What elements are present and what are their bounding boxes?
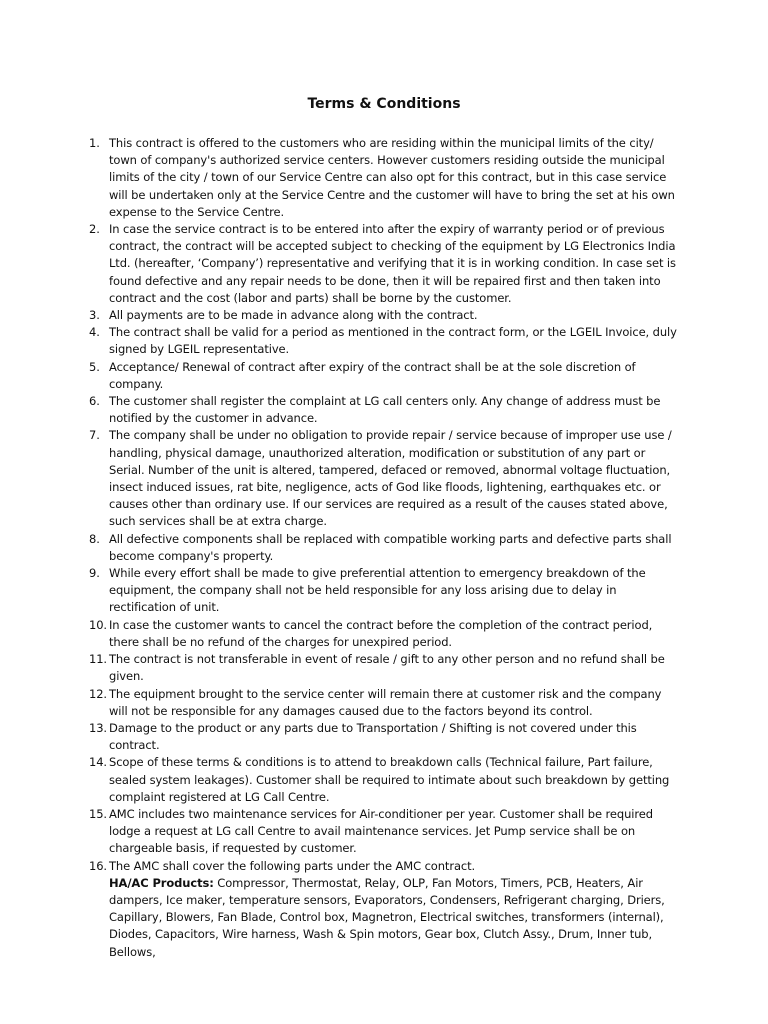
term-number: 6. [89,394,100,409]
term-number: 16. [89,858,107,873]
term-text: The equipment brought to the service center will remain there at customer risk and the company will not be responsible for any damages caused due to the factors beyond its control. [109,686,662,718]
term-number: 5. [89,359,100,374]
term-number: 2. [89,222,100,237]
term-number: 14. [89,755,107,770]
term-item-2 [89,221,679,307]
term-item-14 [89,754,679,806]
term-number: 12. [89,686,107,701]
term-text: Damage to the product or any parts due to Transportation / Shifting is not covered under this contract. [109,720,637,753]
term-number: 8. [89,531,100,546]
products-paragraph [109,875,679,961]
page-title: Terms & Conditions [307,96,461,112]
term-text: AMC includes two maintenance services for Air-conditioner per year. Customer shall be required lodge a request at LG call Centre to avail maintenance services. Jet Pump service shall be on chargeable basis, if requested by customer. [109,806,653,856]
term-number: 9. [89,566,100,581]
term-item-10 [89,617,679,651]
term-text: The AMC shall cover the following parts under the AMC contract. [109,858,476,873]
term-text: Scope of these terms & conditions is to attend to breakdown calls (Technical failure, Part failure, sealed system leakages). Customer shall be required to intimate about such breakdown by getting complaint registered at LG Call Centre. [109,755,670,804]
term-item-8 [89,531,679,565]
term-text: While every effort shall be made to give preferential attention to emergency breakdown of the equipment, the company shall not be held responsible for any loss arising due to delay in rectification of unit. [109,566,646,615]
term-number: 1. [89,136,100,150]
term-item-11 [89,651,679,685]
term-text: All payments are to be made in advance along with the contract. [109,308,478,323]
term-text: In case the service contract is to be entered into after the expiry of warranty period or of previous contract, the contract will be accepted subject to checking of the equipment by LG Electronics India Ltd. (hereafter, ‘Company’) representative and verifying that it is in working condition. In case set is found defective and any repair needs to be done, then it will be repaired first and then taken into contract and the cost (labor and parts) shall be borne by the customer. [109,222,676,305]
term-item-4 [89,324,679,358]
term-number: 13. [89,720,107,735]
term-text: All defective components shall be replaced with compatible working parts and defective parts shall become company's property. [109,531,672,563]
term-number: 15. [89,806,107,821]
term-text: Acceptance/ Renewal of contract after expiry of the contract shall be at the sole discretion of company. [109,359,636,391]
term-number: 10. [89,617,107,632]
term-text: This contract is offered to the customers who are residing within the municipal limits of the city/ town of company's authorized service centers. However customers residing outside the municipal limits of the city / town of our Service Centre can also opt for this contract, but in this case service will be undertaken only at the Service Centre and the customer will have to bring the set at his own expense to the Service Centre. [109,136,675,219]
term-item-12 [89,686,679,720]
term-text: The contract is not transferable in event of resale / gift to any other person and no refund shall be given. [109,652,665,684]
term-item-15 [89,806,679,858]
term-number: 11. [89,652,107,667]
terms-list [89,135,679,961]
term-text: The company shall be under no obligation to provide repair / service because of improper use use / handling, physical damage, unauthorized alteration, modification or substitution of any part or Serial. Number of the unit is altered, tampered, defaced or removed, abnormal voltage fluctuation, insect induced issues, rat bite, negligence, acts of God like floods, lightening, earthquakes etc. or causes other than ordinary use. If our services are required as a result of the causes stated above, such services shall be at extra charge. [109,428,672,529]
term-text: The contract shall be valid for a period as mentioned in the contract form, or the LGEIL Invoice, duly signed by LGEIL representative. [109,325,677,357]
term-item-1 [89,135,679,221]
term-number: 7. [89,428,100,443]
products-text: Compressor, Thermostat, Relay, OLP, Fan Motors, Timers, PCB, Heaters, Air dampers, Ice maker, temperature sensors, Evaporators, Condensers, Refrigerant charging, Driers, Capillary, Blowers, Fan Blade, Control box, Magnetron, Electrical switches, transformers (internal), Diodes, Capacitors, Wire harness, Wash & Spin motors, Gear box, Clutch Assy., Drum, Inner tub, Bellows, [109,875,665,959]
term-number: 3. [89,308,100,323]
term-item-3 [89,307,679,324]
term-number: 4. [89,325,100,340]
term-item-5 [89,359,679,393]
term-item-16 [89,858,679,961]
term-text: The customer shall register the complaint at LG call centers only. Any change of address must be notified by the customer in advance. [109,394,661,426]
term-text: In case the customer wants to cancel the contract before the completion of the contract period, there shall be no refund of the charges for unexpired period. [109,617,653,649]
term-item-9 [89,565,679,617]
term-item-6 [89,393,679,427]
term-item-7 [89,427,679,530]
products-label: HA/AC Products: [109,875,214,890]
term-item-13 [89,720,679,754]
